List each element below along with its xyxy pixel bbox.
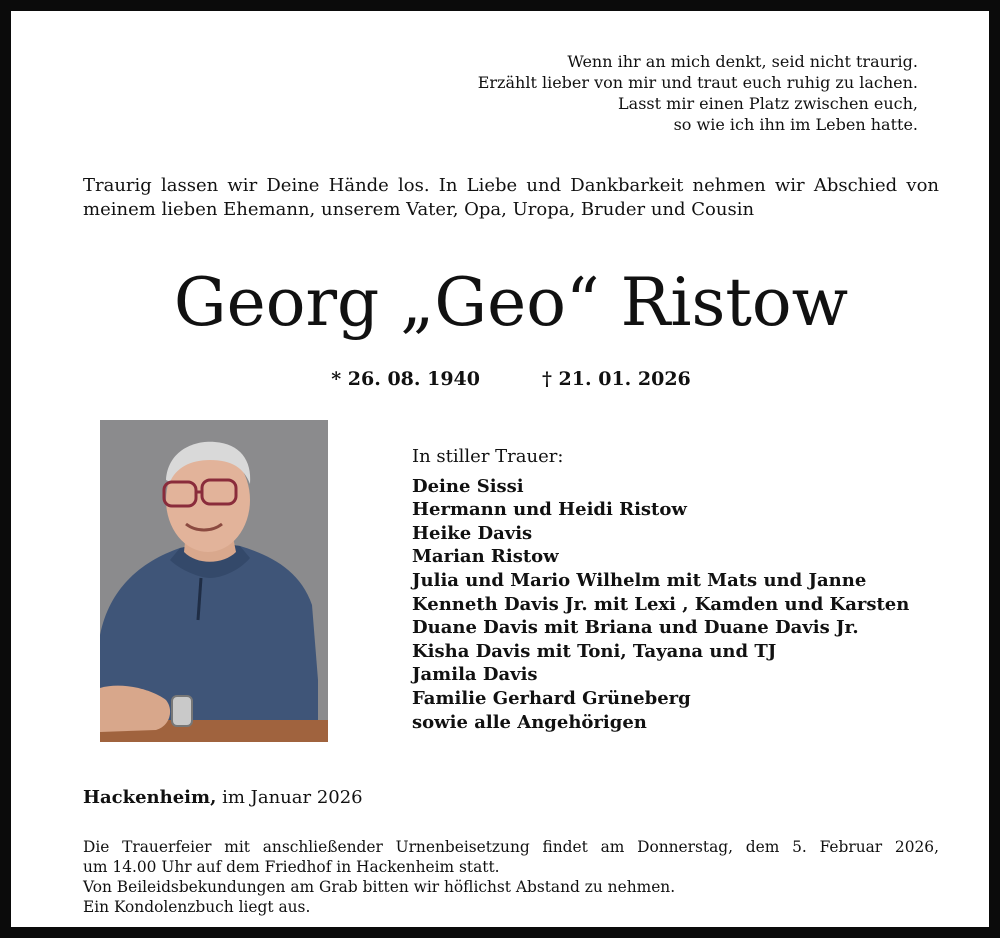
mourner: Heike Davis (412, 522, 533, 544)
mourner: Hermann und Heidi Ristow (412, 499, 687, 521)
mourners-list (412, 475, 909, 735)
poem-line: so wie ich ihn im Leben hatte. (673, 115, 918, 134)
notes-line: um 14.00 Uhr auf dem Friedhof in Hackenheim statt. (83, 858, 500, 876)
mourner: Jamila Davis (412, 664, 538, 686)
poem-line: Erzählt lieber von mir und traut euch ruhig zu lachen. (477, 73, 918, 92)
mourner: sowie alle Angehörigen (412, 711, 647, 733)
life-dates (11, 366, 1000, 392)
notes-line: Die Trauerfeier mit anschließender Urnenbeisetzung findet am Donnerstag, dem 5. Februar 2026, (83, 838, 939, 856)
poem-line: Wenn ihr an mich denkt, seid nicht traurig. (567, 52, 918, 71)
poem (478, 51, 918, 135)
birth-date: * 26. 08. 1940 (331, 368, 480, 390)
mourner: Deine Sissi (412, 475, 524, 497)
mourner: Familie Gerhard Grüneberg (412, 687, 691, 709)
death-date: † 21. 01. 2026 (542, 368, 691, 390)
mourners-heading: In stiller Trauer: (412, 446, 564, 467)
intro-text: Traurig lassen wir Deine Hände los. In Liebe und Dankbarkeit nehmen wir Abschied von meinem lieben Ehemann, unserem Vater, Opa, Uropa, Bruder und Cousin (83, 175, 939, 220)
deceased-name: Georg „Geo“ Ristow (173, 264, 849, 341)
portrait-photo (100, 420, 328, 742)
mourner: Marian Ristow (412, 546, 559, 568)
funeral-notes (83, 837, 939, 917)
place-name: Hackenheim, (83, 787, 217, 808)
mourner: Kisha Davis mit Toni, Tayana und TJ (412, 640, 777, 662)
mourner: Duane Davis mit Briana und Duane Davis Jr. (412, 617, 859, 639)
poem-line: Lasst mir einen Platz zwischen euch, (618, 94, 918, 113)
mourner: Julia und Mario Wilhelm mit Mats und Janne (412, 569, 867, 591)
notes-line: Von Beileidsbekundungen am Grab bitten wir höflichst Abstand zu nehmen. (83, 878, 676, 896)
place-date (83, 786, 363, 810)
place-month: im Januar 2026 (222, 787, 363, 808)
mourner: Kenneth Davis Jr. mit Lexi , Kamden und Karsten (412, 593, 910, 615)
notes-line: Ein Kondolenzbuch liegt aus. (83, 898, 311, 916)
mourners-section (412, 445, 909, 734)
